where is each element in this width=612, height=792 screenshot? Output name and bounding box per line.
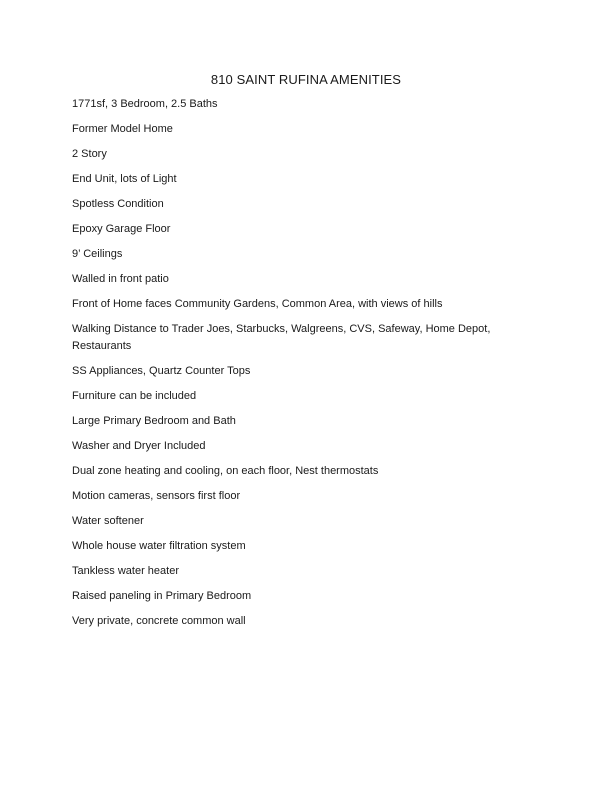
amenity-item: Tankless water heater <box>72 565 179 577</box>
amenity-item: Epoxy Garage Floor <box>72 223 171 235</box>
amenity-item: Very private, concrete common wall <box>72 615 246 627</box>
document-title: 810 SAINT RUFINA AMENITIES <box>210 72 402 87</box>
amenity-item: 2 Story <box>72 148 107 160</box>
amenity-item: SS Appliances, Quartz Counter Tops <box>72 365 251 377</box>
amenity-item: Water softener <box>72 515 144 527</box>
amenity-item: Walking Distance to Trader Joes, Starbucks, Walgreens, CVS, Safeway, Home Depot, Restaurants <box>72 323 491 352</box>
amenity-item: Large Primary Bedroom and Bath <box>72 415 236 427</box>
amenity-item: Former Model Home <box>72 123 173 135</box>
amenity-item: Raised paneling in Primary Bedroom <box>72 590 252 602</box>
amenity-item: Washer and Dryer Included <box>72 440 206 452</box>
amenity-item: 9’ Ceilings <box>72 248 123 260</box>
amenity-item: Whole house water filtration system <box>72 540 246 552</box>
amenity-item: Motion cameras, sensors first floor <box>72 490 241 502</box>
amenity-item: 1771sf, 3 Bedroom, 2.5 Baths <box>72 98 218 110</box>
amenity-item: Walled in front patio <box>72 273 169 285</box>
amenity-item: Front of Home faces Community Gardens, Common Area, with views of hills <box>72 298 443 310</box>
amenity-item: Spotless Condition <box>72 198 164 210</box>
amenity-list <box>72 96 540 638</box>
amenity-item: Furniture can be included <box>72 390 197 402</box>
amenity-item: Dual zone heating and cooling, on each floor, Nest thermostats <box>72 465 379 477</box>
amenity-item: End Unit, lots of Light <box>72 173 177 185</box>
